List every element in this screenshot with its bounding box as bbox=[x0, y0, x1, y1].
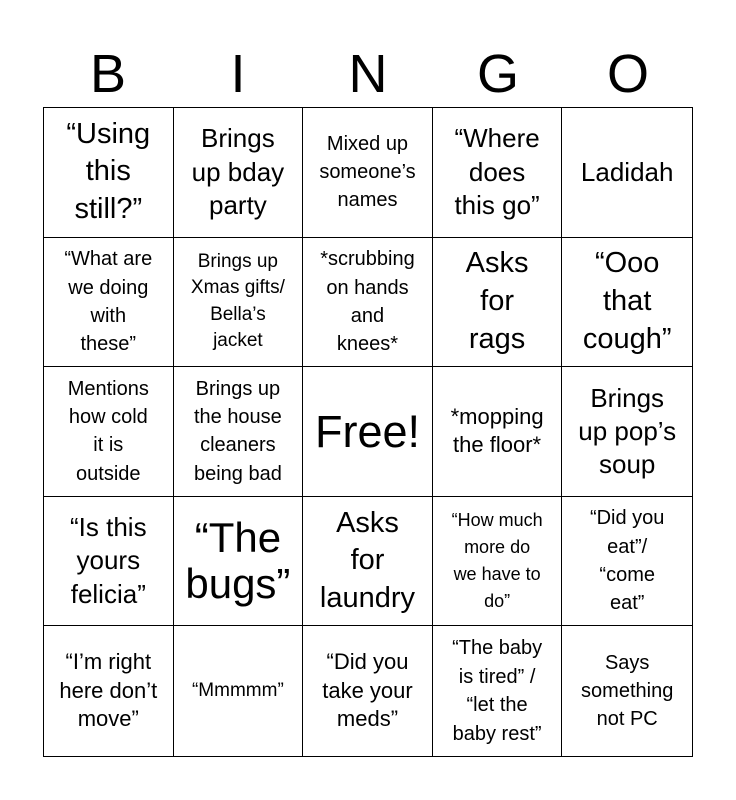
cell-text: Asks for rags bbox=[465, 247, 529, 355]
header-letter-g: G bbox=[476, 44, 519, 104]
bingo-cell[interactable] bbox=[44, 497, 174, 627]
cell-text: Mixed up someone’s names bbox=[319, 132, 416, 212]
bingo-cell[interactable] bbox=[174, 108, 304, 238]
bingo-cell[interactable] bbox=[303, 497, 433, 627]
header-letter-o: O bbox=[606, 44, 649, 104]
bingo-cell[interactable] bbox=[433, 626, 563, 756]
header-letter-n: N bbox=[348, 44, 388, 104]
bingo-cell[interactable] bbox=[433, 497, 563, 627]
cell-text: *scrubbing on hands and knees* bbox=[320, 248, 415, 356]
cell-text: Brings up Xmas gifts/ Bella’s jacket bbox=[190, 250, 285, 352]
cell-text: “Did you eat”/ “come eat” bbox=[589, 507, 665, 615]
bingo-board bbox=[43, 107, 693, 757]
cell-text: “Using this still?” bbox=[66, 117, 151, 226]
bingo-cell[interactable] bbox=[433, 108, 563, 238]
cell-text: “Is this yours felicia” bbox=[70, 512, 147, 609]
bingo-cell[interactable] bbox=[433, 238, 563, 368]
bingo-cell[interactable] bbox=[562, 367, 692, 497]
cell-text: “What are we doing with these” bbox=[64, 248, 153, 356]
bingo-cell[interactable] bbox=[174, 626, 304, 756]
cell-text: “The bugs” bbox=[185, 513, 291, 608]
bingo-cell[interactable] bbox=[44, 626, 174, 756]
bingo-cell[interactable] bbox=[562, 497, 692, 627]
bingo-cell[interactable] bbox=[303, 108, 433, 238]
bingo-cell[interactable] bbox=[562, 626, 692, 756]
free-space[interactable] bbox=[303, 367, 433, 497]
cell-text: Brings up bday party bbox=[191, 123, 285, 220]
cell-text: Brings up pop’s soup bbox=[578, 382, 677, 480]
header-letter-b: B bbox=[89, 44, 127, 104]
cell-text: Says something not PC bbox=[581, 651, 674, 731]
cell-text: “Where does this go” bbox=[454, 123, 540, 220]
bingo-cell[interactable] bbox=[44, 367, 174, 497]
free-space-text: Free! bbox=[314, 405, 420, 457]
bingo-cell[interactable] bbox=[44, 238, 174, 368]
bingo-cell[interactable] bbox=[562, 238, 692, 368]
cell-text: “How much more do we have to do” bbox=[451, 510, 543, 612]
bingo-cell[interactable] bbox=[303, 626, 433, 756]
bingo-cell[interactable] bbox=[174, 238, 304, 368]
bingo-cell[interactable] bbox=[562, 108, 692, 238]
cell-text: Mentions how cold it is outside bbox=[67, 377, 149, 485]
bingo-header bbox=[43, 40, 693, 108]
cell-text: “I’m right here don’t move” bbox=[59, 649, 158, 732]
cell-text: *mopping the floor* bbox=[450, 403, 544, 458]
bingo-cell[interactable] bbox=[174, 367, 304, 497]
cell-text: “Mmmmm” bbox=[191, 679, 284, 701]
cell-text: “Did you take your meds” bbox=[322, 649, 413, 732]
bingo-cell[interactable] bbox=[174, 497, 304, 627]
cell-text: Brings up the house cleaners being bad bbox=[193, 377, 282, 485]
cell-text: “Ooo that cough” bbox=[582, 247, 672, 355]
cell-text: “The baby is tired” / “let the baby rest” bbox=[452, 637, 543, 745]
bingo-cell[interactable] bbox=[44, 108, 174, 238]
header-letter-i: I bbox=[230, 44, 246, 104]
bingo-cell[interactable] bbox=[433, 367, 563, 497]
bingo-cell[interactable] bbox=[303, 238, 433, 368]
cell-text: Asks for laundry bbox=[319, 506, 416, 614]
cell-text: Ladidah bbox=[580, 156, 674, 187]
